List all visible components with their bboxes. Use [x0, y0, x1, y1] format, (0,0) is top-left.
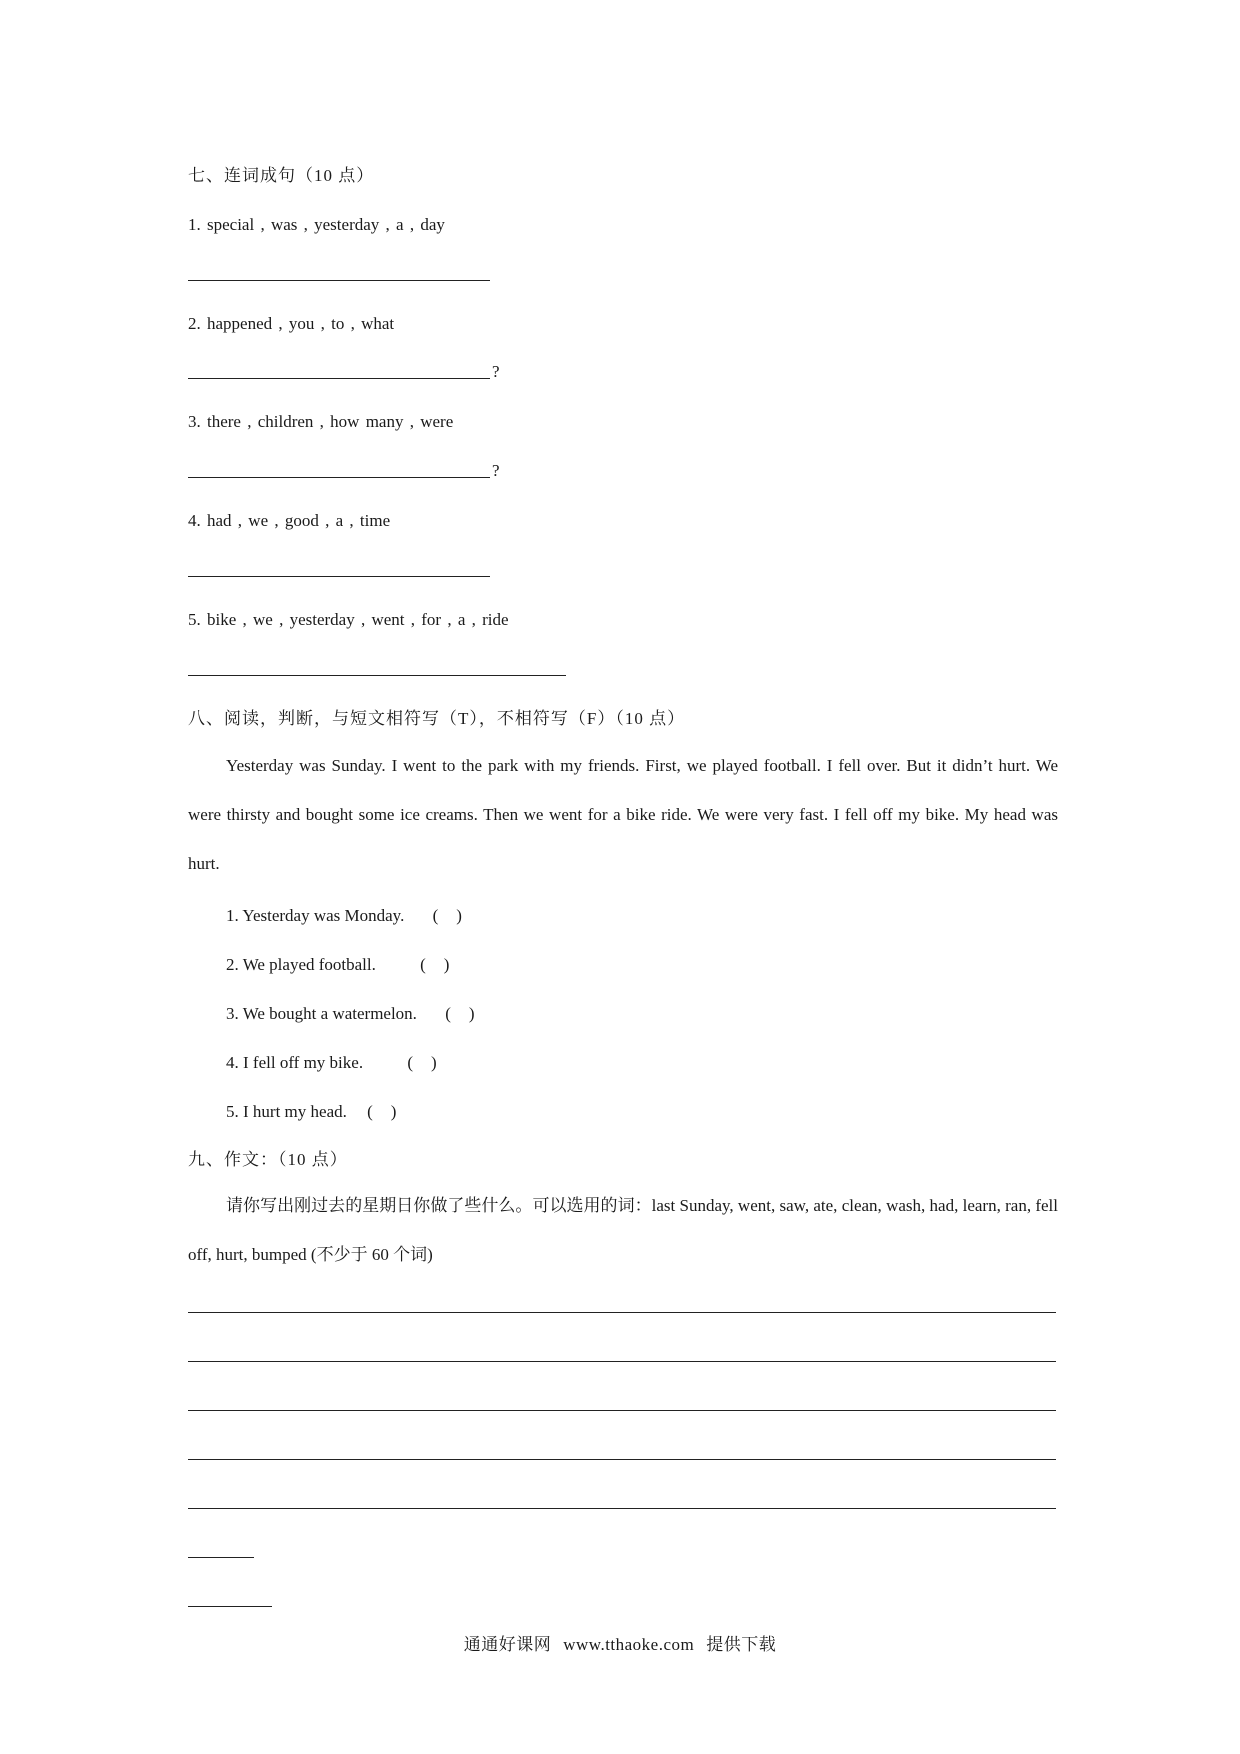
- statement-3: [226, 1004, 475, 1024]
- footer-site-name: 通通好课网: [463, 1635, 552, 1654]
- answer-line-2[interactable]: [188, 378, 490, 379]
- reading-passage: [188, 741, 1058, 888]
- writing-line-7[interactable]: [188, 1606, 272, 1607]
- answer-line-5[interactable]: [188, 675, 566, 676]
- composition-prompt-text: 请你写出刚过去的星期日你做了些什么。可以选用的词：last Sunday, went, saw, ate, clean, wash, had, learn, ran, fell off, hurt, bumped (不少于 60 个词): [188, 1196, 1058, 1264]
- answer-line-3[interactable]: [188, 477, 490, 478]
- statement-4: [226, 1053, 437, 1073]
- paren-close: ): [468, 1004, 475, 1023]
- answer-paren[interactable]: [445, 1004, 474, 1024]
- statement-5: [226, 1102, 396, 1122]
- page-footer: [0, 1630, 1240, 1655]
- paren-open: (: [445, 1004, 451, 1023]
- question-mark-2: ?: [492, 362, 500, 381]
- paren-close: ): [443, 955, 450, 974]
- answer-paren[interactable]: [367, 1102, 396, 1122]
- answer-paren[interactable]: [407, 1053, 436, 1073]
- footer-suffix: 提供下载: [706, 1635, 777, 1654]
- section-7-heading: 七、连词成句（10 点）: [188, 166, 375, 185]
- writing-line-6[interactable]: [188, 1557, 254, 1558]
- paren-close: ): [390, 1102, 397, 1121]
- statement-text: 4. I fell off my bike.: [226, 1053, 364, 1072]
- statement-1: [226, 906, 462, 926]
- statement-text: 5. I hurt my head.: [226, 1102, 347, 1121]
- writing-line-1[interactable]: [188, 1312, 1056, 1313]
- statement-text: 3. We bought a watermelon.: [226, 1004, 417, 1023]
- paren-open: (: [407, 1053, 413, 1072]
- writing-line-3[interactable]: [188, 1410, 1056, 1411]
- reading-passage-text: Yesterday was Sunday. I went to the park with my friends. First, we played football. I fell over. But it didn’t hurt. We were thirsty and bought some ice creams. Then we went for a bike ride. We were very fast. I fell off my bike. My head was hurt.: [188, 756, 1058, 873]
- paren-open: (: [367, 1102, 373, 1121]
- answer-paren[interactable]: [420, 955, 449, 975]
- section-7-item-2: 2. happened , you , to , what: [188, 314, 395, 333]
- answer-line-1[interactable]: [188, 280, 490, 281]
- section-9-heading: 九、作文：（10 点）: [188, 1150, 348, 1169]
- section-7-item-4: 4. had , we , good , a , time: [188, 511, 391, 530]
- writing-line-2[interactable]: [188, 1361, 1056, 1362]
- writing-line-4[interactable]: [188, 1459, 1056, 1460]
- answer-paren[interactable]: [433, 906, 462, 926]
- section-8-heading: 八、阅读，判断，与短文相符写（T），不相符写（F）（10 点）: [188, 709, 686, 728]
- statement-2: [226, 955, 449, 975]
- paren-close: ): [431, 1053, 437, 1072]
- paren-open: (: [432, 906, 439, 925]
- section-7-item-3: 3. there , children , how many , were: [188, 412, 454, 431]
- paren-close: ): [456, 906, 462, 925]
- composition-prompt: [188, 1181, 1058, 1279]
- paren-open: (: [420, 955, 426, 974]
- question-mark-3: ?: [492, 461, 500, 480]
- answer-line-4[interactable]: [188, 576, 490, 577]
- section-7-item-5: 5. bike , we , yesterday , went , for , a , ride: [188, 610, 509, 629]
- statement-text: 2. We played football.: [226, 955, 376, 974]
- writing-line-5[interactable]: [188, 1508, 1056, 1509]
- section-7-item-1: 1. special , was , yesterday , a , day: [188, 215, 445, 234]
- footer-url[interactable]: www.tthaoke.com: [563, 1635, 695, 1654]
- statement-text: 1. Yesterday was Monday.: [226, 906, 405, 925]
